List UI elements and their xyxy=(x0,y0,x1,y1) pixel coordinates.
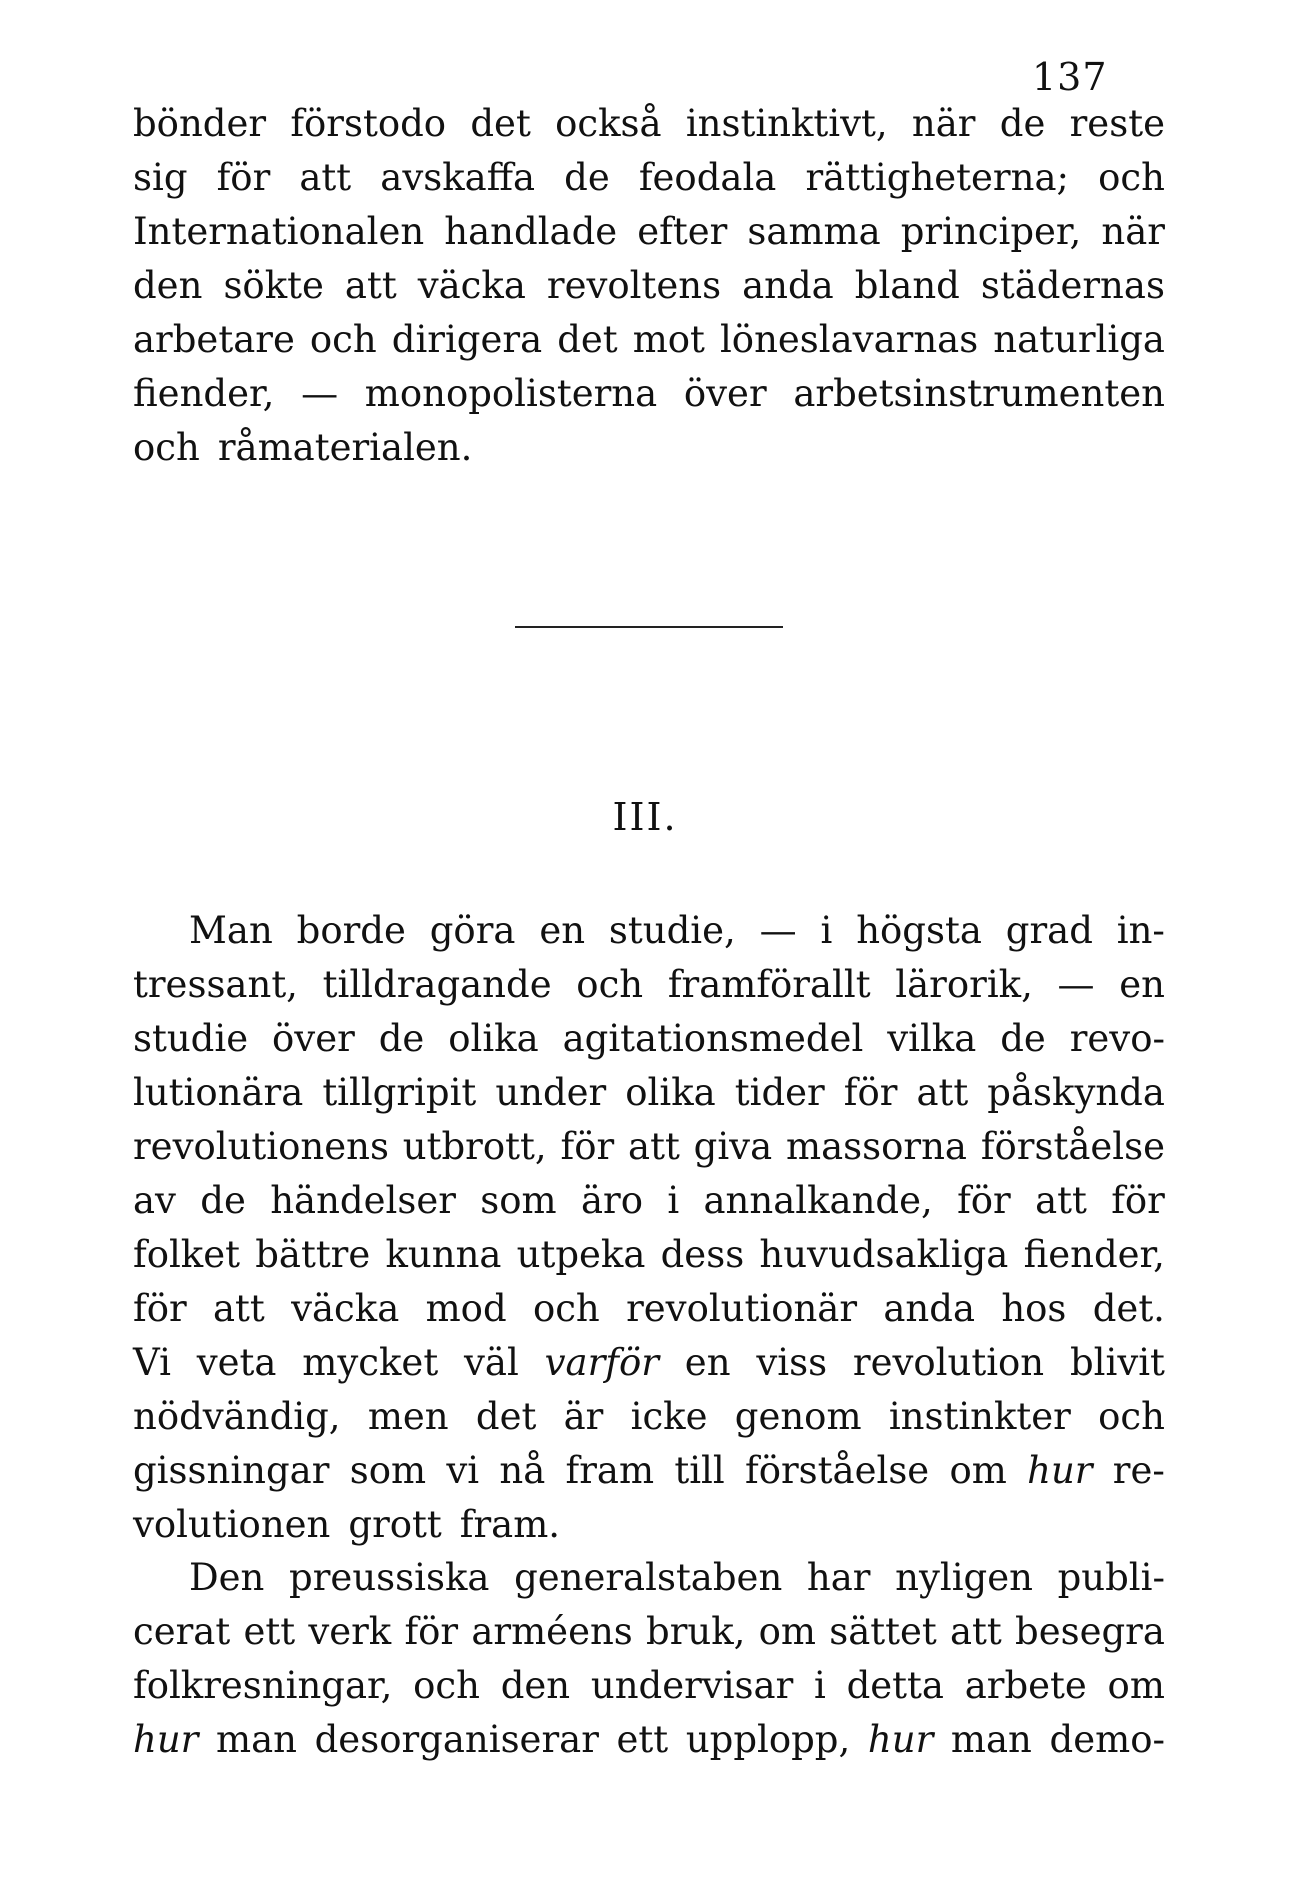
word: förståelse xyxy=(745,1449,930,1492)
paragraph-closing-previous-section xyxy=(133,97,1165,475)
word: instinktivt, xyxy=(685,102,888,145)
word: bättre xyxy=(255,1233,371,1276)
word: sättet xyxy=(829,1610,937,1653)
text-line xyxy=(133,1012,1165,1066)
word: Man xyxy=(189,909,273,952)
word: huvudsakliga xyxy=(759,1233,1009,1276)
paragraph-section-three-second xyxy=(133,1551,1165,1767)
word: dirigera xyxy=(391,318,543,361)
word: de xyxy=(378,1017,425,1060)
word: studie xyxy=(133,1017,249,1060)
word: viss xyxy=(756,1341,828,1384)
word: anda xyxy=(742,264,834,307)
text-line xyxy=(133,1659,1165,1713)
word: och xyxy=(576,963,644,1006)
word: och xyxy=(1098,156,1165,199)
word: väcka xyxy=(417,264,526,307)
word: en xyxy=(539,909,586,952)
text-line xyxy=(133,904,1165,958)
word: hur xyxy=(1027,1449,1093,1492)
word: dess xyxy=(660,1233,745,1276)
text-line xyxy=(133,1551,1165,1605)
word: instinkter xyxy=(888,1395,1071,1438)
word: publi- xyxy=(1057,1556,1165,1599)
word: upplopp, xyxy=(685,1718,851,1761)
word: den xyxy=(133,264,203,307)
text-line xyxy=(133,151,1165,205)
word: för xyxy=(404,1610,459,1653)
word: in- xyxy=(1116,909,1165,952)
text-line xyxy=(133,97,1165,151)
word: som xyxy=(349,1449,427,1492)
word: utbrott, xyxy=(402,1125,547,1168)
word: tillgripit xyxy=(322,1071,477,1114)
word: monopolisterna xyxy=(364,372,658,415)
word: väcka xyxy=(291,1287,400,1330)
word: man xyxy=(950,1718,1032,1761)
word: och xyxy=(413,1664,480,1707)
word: arbetare xyxy=(133,318,295,361)
section-heading-number: III. xyxy=(612,795,678,839)
word: om xyxy=(758,1610,816,1653)
word: att xyxy=(299,156,352,199)
word: ett xyxy=(616,1718,669,1761)
word: att xyxy=(344,264,397,307)
word: fiender, xyxy=(1023,1233,1165,1276)
word: i xyxy=(667,1179,680,1222)
word: arbete xyxy=(964,1664,1087,1707)
word: cerat xyxy=(133,1610,231,1653)
word: agitationsmedel xyxy=(562,1017,864,1060)
word: bland xyxy=(854,264,960,307)
text-line xyxy=(133,1498,1165,1552)
word: sig xyxy=(133,156,188,199)
word: revoltens xyxy=(546,264,722,307)
word: undervisar xyxy=(590,1664,794,1707)
word: över xyxy=(683,372,767,415)
word: framförallt xyxy=(667,963,871,1006)
word: äro xyxy=(580,1179,643,1222)
word: naturliga xyxy=(993,318,1165,361)
word: Den xyxy=(189,1556,265,1599)
text-line xyxy=(133,1282,1165,1336)
word: icke xyxy=(630,1395,708,1438)
word: veta xyxy=(196,1341,277,1384)
word: Internationalen xyxy=(133,210,425,253)
text-line xyxy=(133,1174,1165,1228)
word: tider xyxy=(734,1071,825,1114)
word: grad xyxy=(1005,909,1093,952)
word: fiender, xyxy=(133,372,275,415)
em-dash: — xyxy=(759,909,797,952)
word: mycket xyxy=(302,1341,439,1384)
word: revo- xyxy=(1069,1017,1165,1060)
word: det xyxy=(475,1395,537,1438)
word: preussiska xyxy=(289,1556,490,1599)
word: nyligen xyxy=(895,1556,1033,1599)
text-line xyxy=(133,205,1165,259)
page-number: 137 xyxy=(1032,55,1108,99)
text-line xyxy=(133,259,1165,313)
word: att xyxy=(950,1610,1002,1653)
word: över xyxy=(272,1017,355,1060)
word: volutionen xyxy=(133,1503,331,1546)
section-divider-rule xyxy=(515,626,783,628)
word: den xyxy=(500,1664,571,1707)
word: göra xyxy=(429,909,516,952)
word: utpeka xyxy=(516,1233,646,1276)
word: hos xyxy=(1001,1287,1067,1330)
word: vi xyxy=(446,1449,480,1492)
word: avskaffa xyxy=(380,156,536,199)
word: ett xyxy=(243,1610,296,1653)
word: bruk, xyxy=(646,1610,746,1653)
word: att xyxy=(1035,1179,1087,1222)
word: händelser xyxy=(270,1179,456,1222)
word: att xyxy=(916,1071,969,1114)
word: grott xyxy=(348,1503,442,1546)
text-line xyxy=(133,1336,1165,1390)
word: mod xyxy=(425,1287,507,1330)
word: gissningar xyxy=(133,1449,330,1492)
word: man xyxy=(216,1718,297,1761)
word: feodala xyxy=(638,156,777,199)
word: handlade xyxy=(444,210,618,253)
word: de xyxy=(564,156,610,199)
word: en xyxy=(684,1341,731,1384)
word: för xyxy=(216,156,271,199)
word: och xyxy=(309,318,377,361)
word: av xyxy=(133,1179,176,1222)
word: förståelse xyxy=(980,1125,1165,1168)
text-line xyxy=(133,1390,1165,1444)
word: folket xyxy=(133,1233,240,1276)
word: revolutionär xyxy=(626,1287,858,1330)
word: nå xyxy=(499,1449,546,1492)
word: för xyxy=(1111,1179,1165,1222)
word: de xyxy=(999,102,1046,145)
text-line xyxy=(133,1120,1165,1174)
text-line xyxy=(133,313,1165,367)
word: Vi xyxy=(133,1341,171,1384)
word: och xyxy=(532,1287,600,1330)
word: principer, xyxy=(900,210,1082,253)
word: besegra xyxy=(1015,1610,1165,1653)
word: anda xyxy=(883,1287,976,1330)
word: revolution xyxy=(852,1341,1045,1384)
word: varför xyxy=(544,1341,659,1384)
word: som xyxy=(480,1179,557,1222)
word: städernas xyxy=(980,264,1165,307)
word: om xyxy=(1107,1664,1165,1707)
word: men xyxy=(367,1395,449,1438)
word: demo- xyxy=(1049,1718,1165,1761)
word: mot xyxy=(632,318,705,361)
word: folkresningar, xyxy=(133,1664,393,1707)
word: massorna xyxy=(785,1125,967,1168)
word: efter xyxy=(637,210,728,253)
word: fram. xyxy=(459,1503,561,1546)
word: hur xyxy=(133,1718,199,1761)
word: är xyxy=(563,1395,604,1438)
text-line xyxy=(133,421,1165,475)
word: det xyxy=(470,102,531,145)
text-line xyxy=(133,367,1165,421)
word: tilldragande xyxy=(322,963,552,1006)
word: generalstaben xyxy=(514,1556,783,1599)
word: blivit xyxy=(1069,1341,1165,1384)
word: för xyxy=(957,1179,1011,1222)
word: de xyxy=(200,1179,246,1222)
text-line xyxy=(133,1713,1165,1767)
word: sökte xyxy=(223,264,324,307)
word: olika xyxy=(625,1071,716,1114)
word: desorganiserar xyxy=(314,1718,599,1761)
word: påskynda xyxy=(987,1071,1165,1114)
word: lutionära xyxy=(133,1071,304,1114)
word: för xyxy=(133,1287,187,1330)
word: en xyxy=(1119,963,1165,1006)
word: om xyxy=(949,1449,1007,1492)
word: fram xyxy=(565,1449,655,1492)
text-line xyxy=(133,1444,1165,1498)
word: kunna xyxy=(385,1233,502,1276)
word: borde xyxy=(296,909,406,952)
word: löneslavarnas xyxy=(719,318,979,361)
text-line xyxy=(133,1066,1165,1120)
word: samma xyxy=(747,210,881,253)
word: detta xyxy=(846,1664,944,1707)
text-line xyxy=(133,1228,1165,1282)
word: olika xyxy=(448,1017,539,1060)
word: lärorik, xyxy=(895,963,1033,1006)
word: arméens xyxy=(471,1610,633,1653)
text-line xyxy=(133,1605,1165,1659)
paragraph-section-three-first xyxy=(133,904,1165,1552)
word: förstodo xyxy=(290,102,447,145)
word: studie, xyxy=(608,909,736,952)
word: re- xyxy=(1112,1449,1165,1492)
word: under xyxy=(495,1071,607,1114)
word: reste xyxy=(1069,102,1165,145)
word: genom xyxy=(734,1395,862,1438)
word: annalkande, xyxy=(703,1179,933,1222)
word: att xyxy=(212,1287,265,1330)
word: väl xyxy=(464,1341,519,1384)
word: nödvändig, xyxy=(133,1395,341,1438)
word: rättigheterna; xyxy=(805,156,1069,199)
word: verk xyxy=(308,1610,392,1653)
word: för xyxy=(560,1125,615,1168)
em-dash: — xyxy=(301,372,339,415)
word: och xyxy=(1098,1395,1165,1438)
word: att xyxy=(628,1125,680,1168)
word: giva xyxy=(693,1125,773,1168)
word: för xyxy=(843,1071,898,1114)
word: när xyxy=(1101,210,1165,253)
word: arbetsinstrumenten xyxy=(793,372,1165,415)
word: också xyxy=(555,102,662,145)
word: hur xyxy=(867,1718,934,1761)
word: revolutionens xyxy=(133,1125,389,1168)
word: har xyxy=(806,1556,871,1599)
word: högsta xyxy=(856,909,982,952)
word: i xyxy=(814,1664,826,1707)
word: tressant, xyxy=(133,963,298,1006)
word: när xyxy=(911,102,976,145)
word: råmaterialen. xyxy=(217,426,473,469)
text-line xyxy=(133,958,1165,1012)
em-dash: — xyxy=(1057,963,1095,1006)
word: till xyxy=(674,1449,725,1492)
word: vilka xyxy=(887,1017,977,1060)
word: bönder xyxy=(133,102,267,145)
word: det. xyxy=(1092,1287,1165,1330)
word: och xyxy=(133,426,200,469)
word: det xyxy=(557,318,618,361)
word: i xyxy=(820,909,833,952)
word: de xyxy=(1000,1017,1046,1060)
